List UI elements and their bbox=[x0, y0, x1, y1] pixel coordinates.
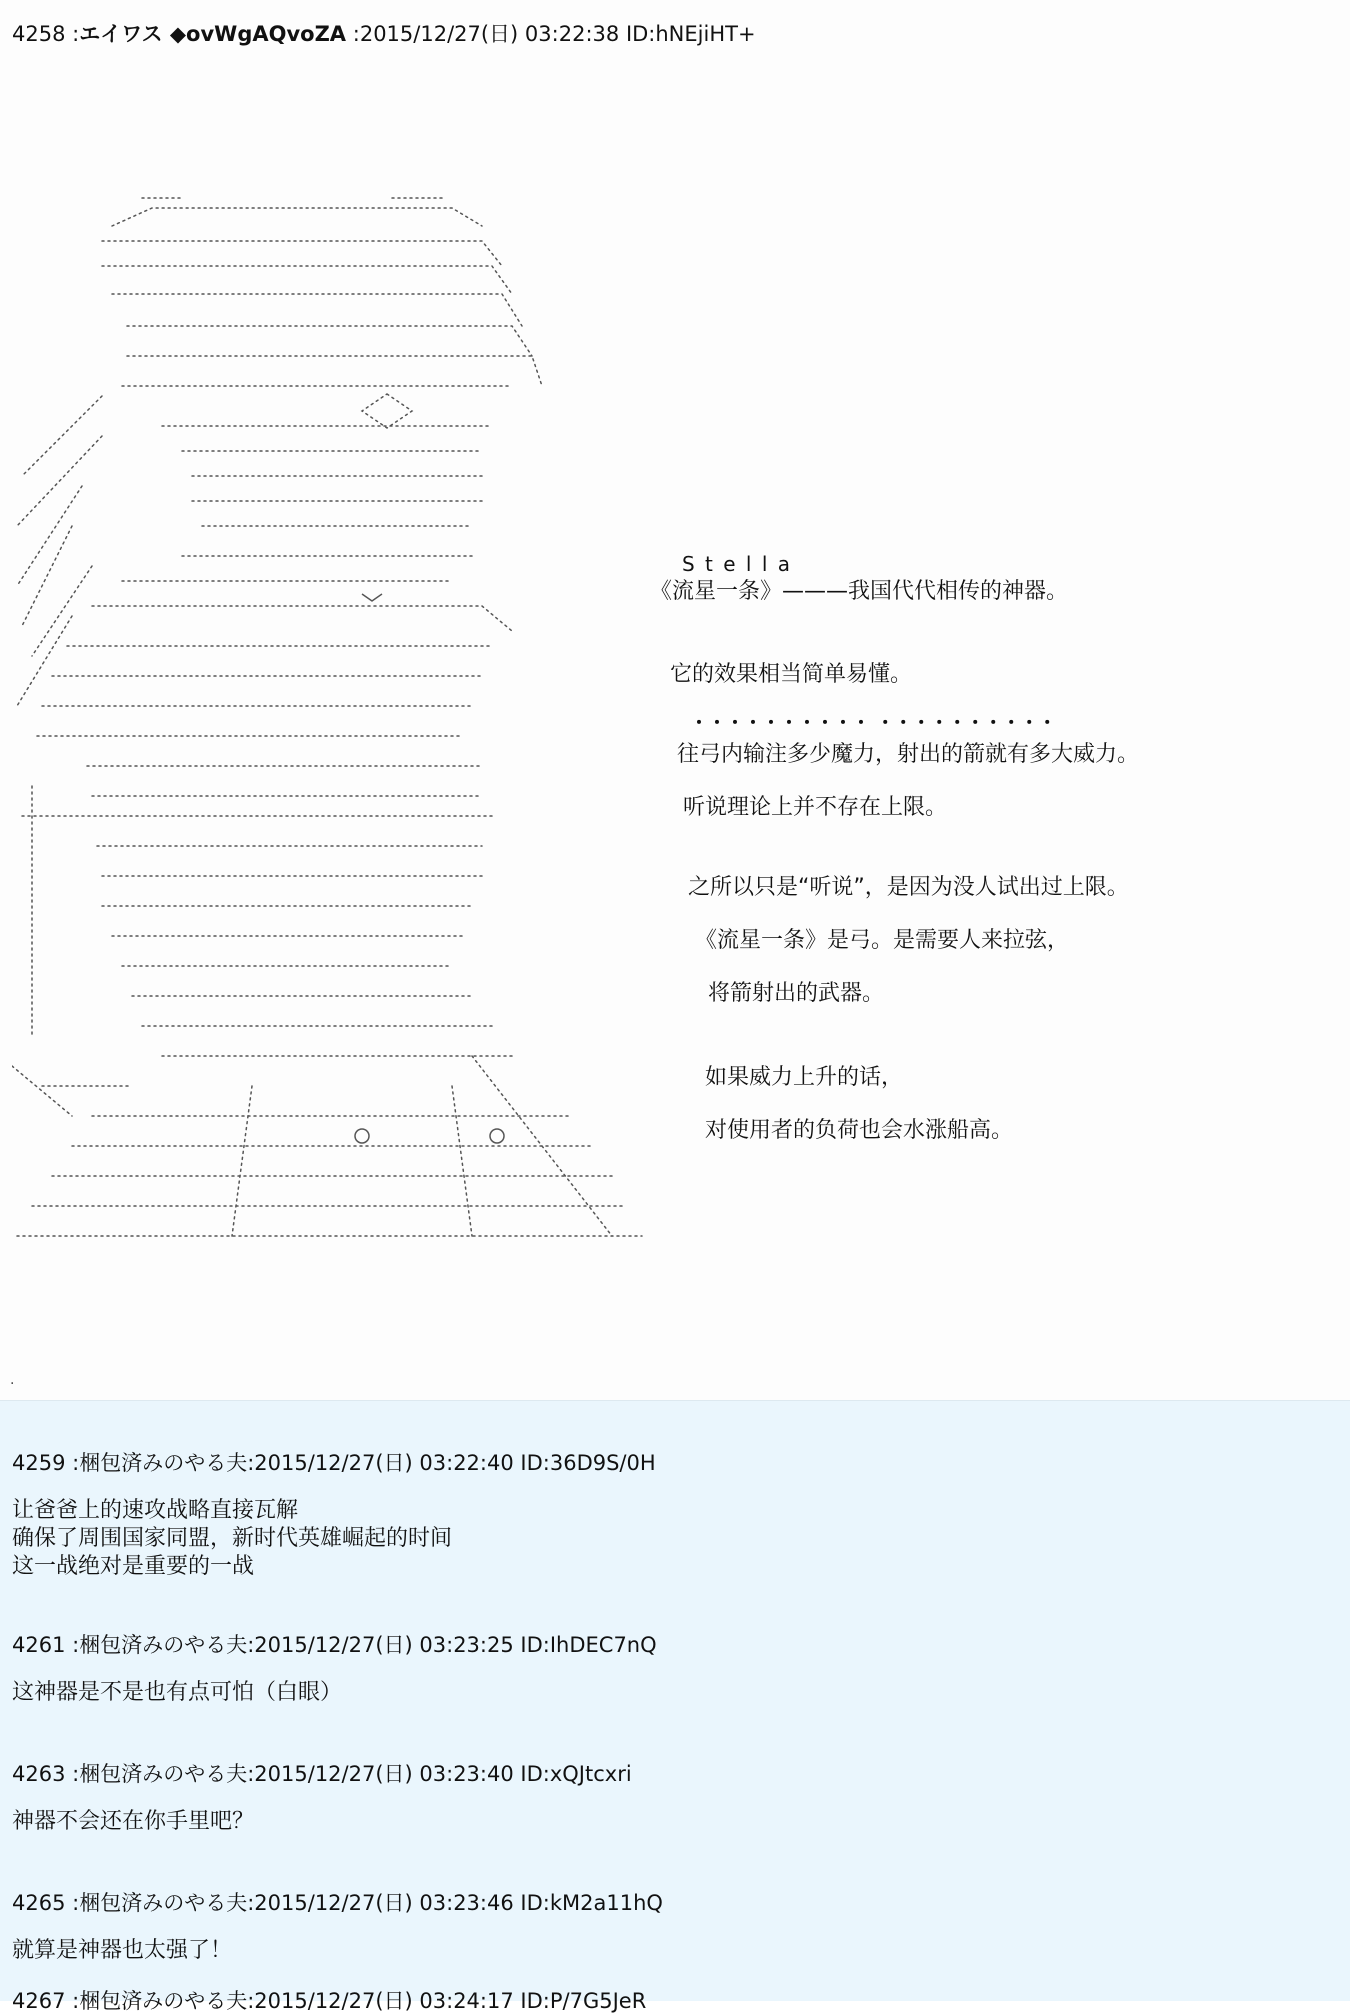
reply-number: 4265 bbox=[12, 1891, 66, 1915]
reply-line: 就算是神器也太强了！ bbox=[12, 1938, 233, 1963]
narration-line: 听说理论上并不存在上限。 bbox=[683, 795, 948, 820]
reply-line: 确保了周围国家同盟，新时代英雄崛起的时间 bbox=[12, 1526, 453, 1551]
narration-dots: ・・・・・・・・・・ ・・・・・・・・・・ bbox=[690, 713, 1057, 734]
ascii-art-figure bbox=[12, 186, 652, 1256]
narration-line: 之所以只是“听说”，是因为没人试出过上限。 bbox=[688, 875, 1129, 900]
reply-body bbox=[12, 1937, 1332, 1965]
reply-id[interactable]: ID:IhDEC7nQ bbox=[520, 1633, 657, 1657]
replies-section bbox=[0, 1400, 1350, 2013]
reply-number: 4261 bbox=[12, 1633, 66, 1657]
narration-line: 《流星一条》———我国代代相传的神器。 bbox=[650, 579, 1069, 604]
reply-datetime: 2015/12/27(日) 03:23:40 bbox=[254, 1762, 514, 1786]
reply-name[interactable]: 梱包済みのやる夫 bbox=[79, 1451, 248, 1475]
reply-id[interactable]: ID:36D9S/0H bbox=[520, 1451, 656, 1475]
reply-id[interactable]: ID:kM2a11hQ bbox=[520, 1891, 663, 1915]
reply-name[interactable]: 梱包済みのやる夫 bbox=[79, 1633, 248, 1657]
post-datetime: 2015/12/27(日) 03:22:38 bbox=[359, 22, 620, 46]
reply-body bbox=[12, 1808, 1332, 1836]
poster-name[interactable]: エイワス ◆ovWgAQvoZA bbox=[79, 22, 347, 46]
stray-mark: . bbox=[10, 1372, 15, 1388]
reply-name[interactable]: 梱包済みのやる夫 bbox=[79, 1989, 248, 2013]
narration-line: 它的效果相当简单易懂。 bbox=[670, 662, 913, 687]
reply-name[interactable]: 梱包済みのやる夫 bbox=[79, 1762, 248, 1786]
reply-number: 4267 bbox=[12, 1989, 66, 2013]
reply-datetime: 2015/12/27(日) 03:24:17 bbox=[254, 1989, 514, 2013]
reply-line: 让爸爸上的速攻战略直接瓦解 bbox=[12, 1498, 299, 1523]
reply-header: 4267 :梱包済みのやる夫:2015/12/27(日) 03:24:17 ID:P/7G5JeR bbox=[12, 1989, 647, 2013]
reply-line: 这神器是不是也有点可怕（白眼） bbox=[12, 1680, 343, 1705]
reply-header: 4261 :梱包済みのやる夫:2015/12/27(日) 03:23:25 ID:IhDEC7nQ bbox=[12, 1633, 657, 1657]
narration-line: 《流星一条》是弓。是需要人来拉弦， bbox=[695, 928, 1070, 953]
poster-id[interactable]: ID:hNEjiHT+ bbox=[625, 22, 756, 46]
reply-id[interactable]: ID:P/7G5JeR bbox=[520, 1989, 647, 2013]
narration-line: 如果威力上升的话， bbox=[705, 1065, 904, 1090]
post-header: 4258 :エイワス ◆ovWgAQvoZA :2015/12/27(日) 03:22:38 ID:hNEjiHT+ bbox=[12, 22, 756, 46]
post-number: 4258 bbox=[12, 22, 66, 46]
stella-label: S t e l l a bbox=[682, 552, 792, 576]
reply-number: 4259 bbox=[12, 1451, 66, 1475]
reply-post bbox=[12, 1887, 1332, 1965]
reply-body bbox=[12, 1679, 1332, 1707]
reply-line: 这一战绝对是重要的一战 bbox=[12, 1554, 255, 1579]
reply-datetime: 2015/12/27(日) 03:23:46 bbox=[254, 1891, 514, 1915]
reply-name[interactable]: 梱包済みのやる夫 bbox=[79, 1891, 248, 1915]
reply-header: 4265 :梱包済みのやる夫:2015/12/27(日) 03:23:46 ID:kM2a11hQ bbox=[12, 1891, 663, 1915]
reply-post bbox=[12, 1447, 1332, 1581]
reply-post bbox=[12, 1629, 1332, 1707]
reply-header: 4259 :梱包済みのやる夫:2015/12/27(日) 03:22:40 ID:36D9S/0H bbox=[12, 1451, 656, 1475]
reply-datetime: 2015/12/27(日) 03:22:40 bbox=[254, 1451, 514, 1475]
reply-datetime: 2015/12/27(日) 03:23:25 bbox=[254, 1633, 514, 1657]
narration-line: 对使用者的负荷也会水涨船高。 bbox=[705, 1118, 1014, 1143]
reply-post bbox=[12, 1985, 1332, 2015]
reply-number: 4263 bbox=[12, 1762, 66, 1786]
narration-line: 往弓内输注多少魔力，射出的箭就有多大威力。 bbox=[677, 742, 1140, 767]
reply-line: 神器不会还在你手里吧？ bbox=[12, 1809, 255, 1834]
reply-header: 4263 :梱包済みのやる夫:2015/12/27(日) 03:23:40 ID:xQJtcxri bbox=[12, 1762, 632, 1786]
narration-line: 将箭射出的武器。 bbox=[708, 981, 885, 1006]
reply-id[interactable]: ID:xQJtcxri bbox=[520, 1762, 632, 1786]
reply-body bbox=[12, 1497, 1332, 1581]
reply-post bbox=[12, 1758, 1332, 1836]
